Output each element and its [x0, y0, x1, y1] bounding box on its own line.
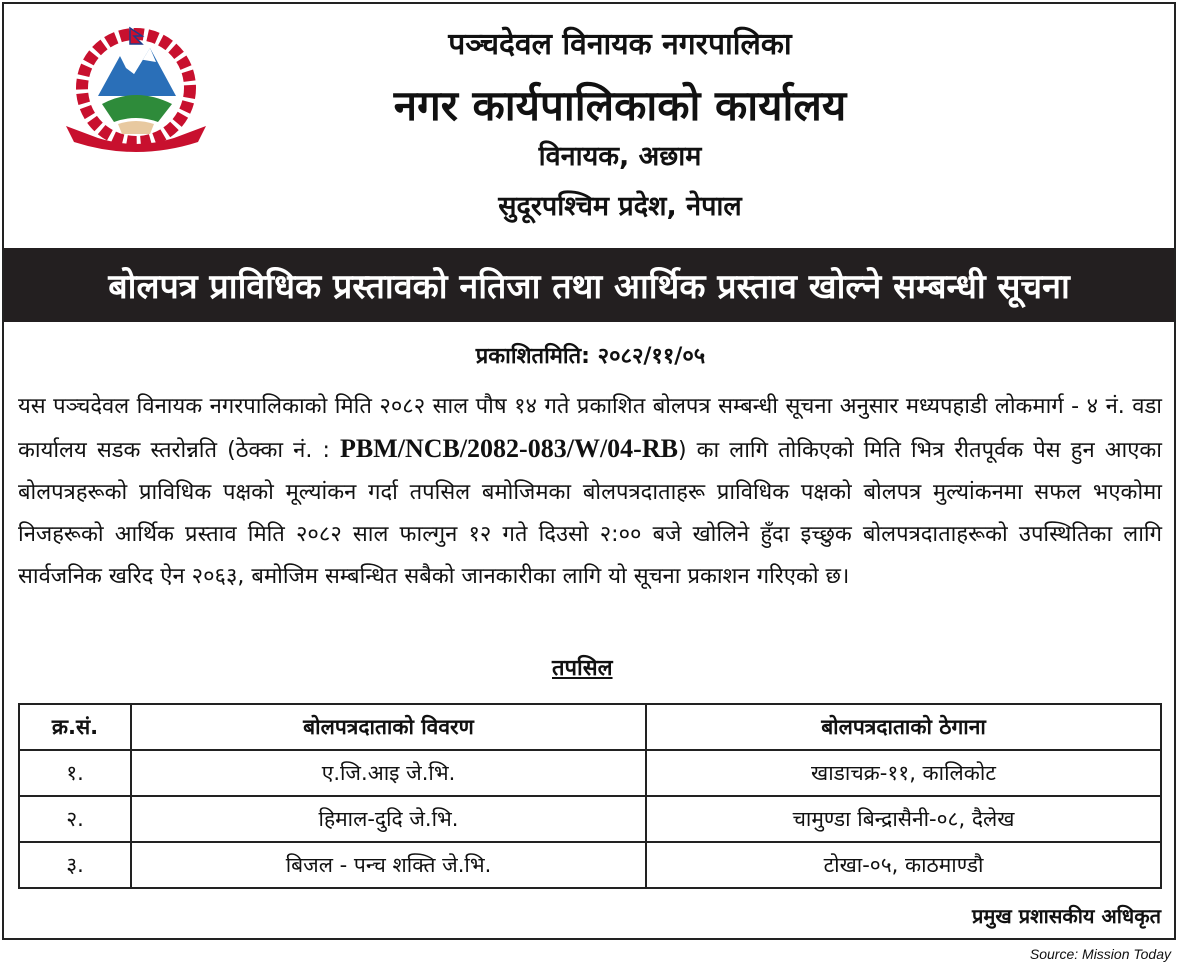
col-address: बोलपत्रदाताको ठेगाना [646, 704, 1161, 750]
published-date: प्रकाशितमिति: २०८२/११/०५ [475, 344, 706, 369]
cell-bidder: ए.जि.आइ जे.भि. [131, 750, 646, 796]
office-name: नगर कार्यपालिकाको कार्यालय [393, 81, 847, 130]
table-row [19, 842, 1161, 888]
notice-body [18, 386, 1162, 598]
table-row [19, 796, 1161, 842]
cell-bidder: बिजल - पन्च शक्ति जे.भि. [131, 842, 646, 888]
table-row [19, 750, 1161, 796]
nepal-emblem-icon [58, 26, 214, 160]
cell-address: चामुण्डा बिन्द्रासैनी-०८, दैलेख [646, 796, 1161, 842]
schedule-heading: तपसिल [552, 656, 613, 681]
body-text-1: यस पञ्चदेवल विनायक नगरपालिकाको मिति २०८२ साल पौष १४ गते प्रकाशित बोलपत्र सम्बन्धी सूचना अनुसार मध्यपहाडी लोकमार्ग - ४ नं. वडा कार्यालय सडक स्तरोन्नति (ठेक्का नं. : [18, 394, 1162, 463]
province-name: सुदूरपश्चिम प्रदेश, नेपाल [498, 191, 742, 222]
bidders-table [18, 703, 1162, 889]
body-text-2: ) का लागि तोकिएको मिति भित्र रीतपूर्वक पेस हुन आएका बोलपत्रहरूको प्राविधिक पक्षको मूल्यांकन गर्दा तपसिल बमोजिमका बोलपत्रदाताहरू प्राविधिक पक्षको बोलपत्र मुल्यांकनमा सफल भएकोमा निजहरूको आर्थिक प्रस्ताव मिति २०८२ साल फाल्गुन १२ गते दिउसो २:०० बजे खोलिने हुँदा इच्छुक बोलपत्रदाताहरूको उपस्थितिका लागि सार्वजनिक खरिद ऐन २०६३, बमोजिम सम्बन्धित सबैको जानकारीका लागि यो सूचना प्रकाशन गरिएको छ। [18, 438, 1162, 589]
cell-serial: १. [19, 750, 131, 796]
office-location: विनायक, अछाम [538, 141, 702, 172]
cell-serial: ३. [19, 842, 131, 888]
contract-number: PBM/NCB/2082-083/W/04-RB [339, 434, 678, 463]
signatory: प्रमुख प्रशासकीय अधिकृत [972, 904, 1161, 928]
municipality-name: पञ्चदेवल विनायक नगरपालिका [448, 27, 792, 62]
cell-serial: २. [19, 796, 131, 842]
notice-title: बोलपत्र प्राविधिक प्रस्तावको नतिजा तथा आर्थिक प्रस्ताव खोल्ने सम्बन्धी सूचना [4, 248, 1174, 322]
col-bidder: बोलपत्रदाताको विवरण [131, 704, 646, 750]
cell-address: टोखा-०५, काठमाण्डौ [646, 842, 1161, 888]
col-serial: क्र.सं. [19, 704, 131, 750]
cell-bidder: हिमाल-दुदि जे.भि. [131, 796, 646, 842]
table-header-row [19, 704, 1161, 750]
cell-address: खाडाचक्र-११, कालिकोट [646, 750, 1161, 796]
source-credit: Source: Mission Today [1029, 946, 1171, 962]
